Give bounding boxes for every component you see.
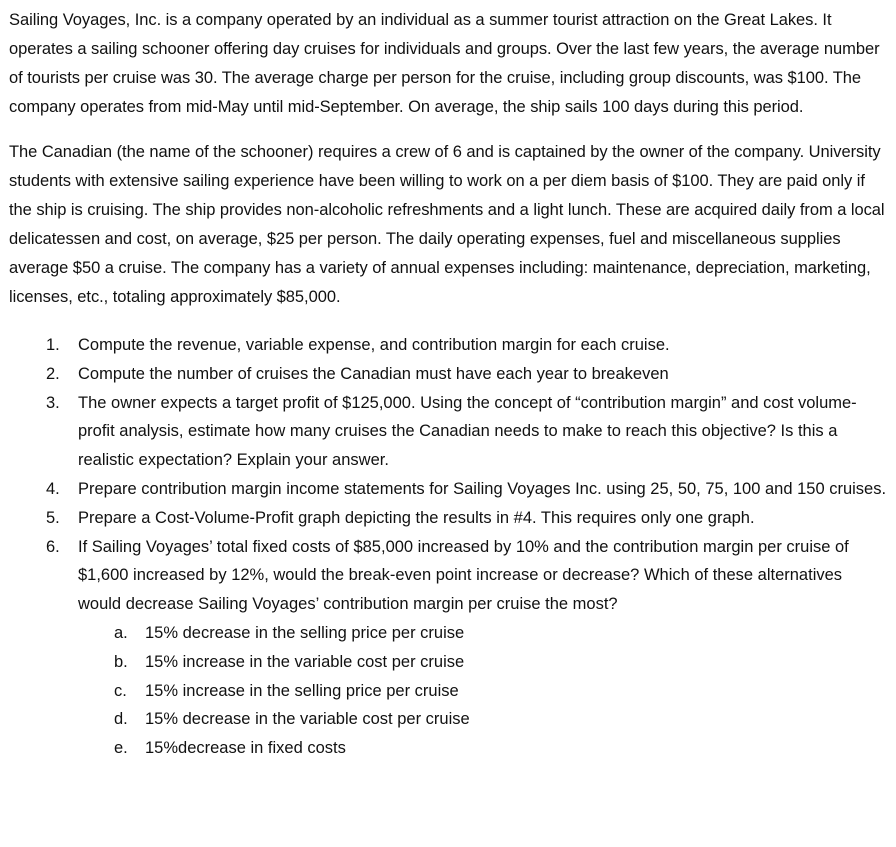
alternative-label: e. — [114, 739, 128, 758]
document-body — [9, 6, 887, 763]
question-item — [9, 389, 887, 475]
alternative-label: c. — [114, 681, 127, 700]
alternative-text: 15% increase in the variable cost per cruise — [145, 652, 465, 671]
question-number: 4. — [46, 479, 60, 498]
details-paragraph: The Canadian (the name of the schooner) requires a crew of 6 and is captained by the owner of the company. University students with extensive sailing experience have been willing to work on a per diem basis of $100. They are paid only if the ship is cruising. The ship provides non-alcoholic refreshments and a light lunch. These are acquired daily from a local delicatessen and cost, on average, $25 per person. The daily operating expenses, fuel and miscellaneous supplies average $50 a cruise. The company has a variety of annual expenses including: maintenance, depreciation, marketing, licenses, etc., totaling approximately $85,000. — [9, 143, 885, 306]
alternative-label: a. — [114, 623, 128, 642]
alternative-text: 15%decrease in fixed costs — [145, 739, 346, 758]
question-text: Compute the revenue, variable expense, and contribution margin for each cruise. — [78, 336, 670, 354]
alternative-text: 15% decrease in the selling price per cruise — [145, 623, 465, 642]
question-text: The owner expects a target profit of $125,000. Using the concept of “contribution margin” and cost volume-profit analysis, estimate how many cruises the Canadian needs to make to reach this objective? Is this a realistic expectation? Explain your answer. — [78, 393, 857, 470]
question-number: 5. — [46, 508, 60, 527]
alternatives-list — [78, 619, 887, 763]
question-item — [9, 331, 887, 360]
question-text: Prepare a Cost-Volume-Profit graph depicting the results in #4. This requires only one graph. — [78, 508, 755, 527]
question-item — [9, 360, 887, 389]
alternative-label: b. — [114, 652, 128, 671]
alternative-item — [78, 648, 887, 677]
alternative-item — [78, 705, 887, 734]
question-number: 2. — [46, 364, 60, 383]
question-text: Prepare contribution margin income statements for Sailing Voyages Inc. using 25, 50, 75, 100 and 150 cruises. — [78, 479, 887, 498]
question-list — [9, 331, 887, 763]
question-text: If Sailing Voyages’ total fixed costs of $85,000 increased by 10% and the contribution margin per cruise of $1,600 increased by 12%, would the break-even point increase or decrease? Which of these alternatives would decrease Sailing Voyages’ contribution margin per cruise the most? — [78, 537, 849, 614]
alternative-item — [78, 619, 887, 648]
alternative-label: d. — [114, 710, 128, 729]
alternative-item — [78, 677, 887, 706]
question-item — [9, 504, 887, 533]
intro-paragraph: Sailing Voyages, Inc. is a company operated by an individual as a summer tourist attraction on the Great Lakes. It operates a sailing schooner offering day cruises for individuals and groups. Over the last few years, the average number of tourists per cruise was 30. The average charge per person for the cruise, including group discounts, was $100. The company operates from mid-May until mid-September. On average, the ship sails 100 days during this period. — [9, 11, 880, 116]
alternative-text: 15% decrease in the variable cost per cruise — [145, 710, 470, 729]
question-number: 6. — [46, 537, 60, 556]
question-text: Compute the number of cruises the Canadian must have each year to breakeven — [78, 364, 669, 383]
question-item — [9, 475, 887, 504]
question-number: 3. — [46, 393, 60, 412]
question-item — [9, 533, 887, 763]
alternative-text: 15% increase in the selling price per cruise — [145, 681, 459, 700]
alternative-item — [78, 734, 887, 763]
question-number: 1. — [46, 336, 60, 354]
